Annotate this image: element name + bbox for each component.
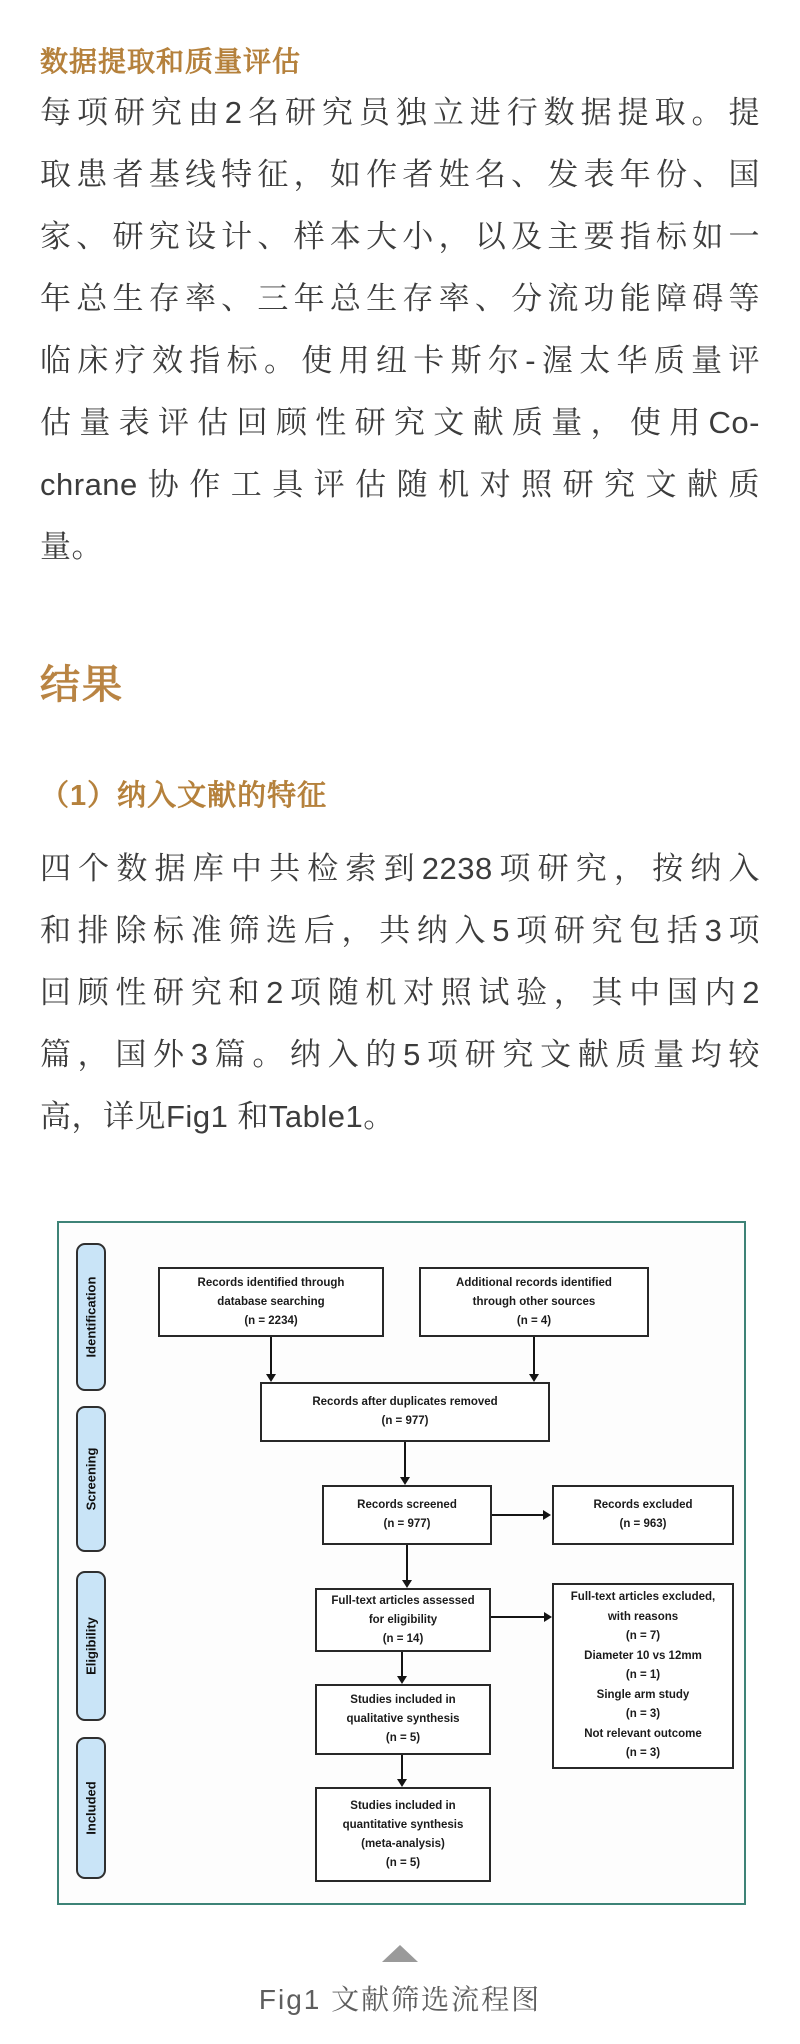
text-line: 高，详见Fig1 和Table1。	[40, 1099, 395, 1134]
stage-label-eligibility-text: Eligibility	[83, 1617, 99, 1675]
text-line: (n = 5)	[385, 1732, 421, 1744]
text-line: 家、研究设计、样本大小，以及主要指标如一	[40, 219, 760, 254]
flow-box-quantitative-synthesis	[315, 1787, 491, 1882]
text-line: (n = 977)	[383, 1518, 431, 1530]
text-line: Studies included in	[350, 1694, 456, 1706]
arrow-duplicates-to-screened	[404, 1442, 406, 1478]
text-line: quantitative synthesis	[342, 1818, 464, 1831]
text-line: (n = 2234)	[244, 1314, 298, 1327]
stage-label-identification-text: Identification	[83, 1276, 99, 1358]
text-line: 回顾性研究和2项随机对照试验，其中国内2	[40, 975, 760, 1010]
flow-box-fulltext-assessed	[315, 1588, 491, 1652]
prisma-flow-diagram	[57, 1221, 746, 1905]
text-line: Records identified through	[197, 1276, 345, 1289]
flow-box-additional-records	[419, 1267, 649, 1337]
text-line: for eligibility	[368, 1613, 438, 1626]
text-line: Full-text articles assessed	[331, 1594, 475, 1607]
stage-label-included-text: Included	[83, 1781, 99, 1835]
text-line: with reasons	[607, 1610, 679, 1623]
text-line: (n = 4)	[516, 1314, 552, 1327]
section-heading-results: 结果	[40, 662, 124, 707]
arrow-assessed-to-fulltext-excluded	[491, 1616, 545, 1618]
stage-label-screening-text: Screening	[83, 1447, 99, 1511]
text-line: Full-text articles excluded,	[570, 1591, 716, 1604]
text-line: 临床疗效指标。使用纽卡斯尔-渥太华质量评	[40, 343, 760, 378]
text-line: Diameter 10 vs 12mm	[584, 1649, 702, 1662]
text-line: (n = 14)	[382, 1632, 424, 1645]
flow-box-records-identified	[158, 1267, 384, 1337]
arrow-identified-to-duplicates	[270, 1337, 272, 1375]
text-line: 每项研究由2名研究员独立进行数据提取。提	[40, 95, 760, 130]
subsection-heading-included-studies: （1）纳入文献的特征	[40, 780, 328, 812]
text-line: 四个数据库中共检索到2238项研究，按纳入	[40, 851, 760, 886]
text-line: (n = 3)	[625, 1747, 661, 1760]
text-line: 和排除标准筛选后，共纳入5项研究包括3项	[40, 913, 760, 948]
arrow-screened-to-assessed	[406, 1545, 408, 1581]
stage-label-screening	[76, 1406, 106, 1552]
paragraph-data-extraction	[40, 82, 760, 578]
stage-label-eligibility	[76, 1571, 106, 1721]
text-line: (n = 1)	[625, 1669, 661, 1682]
text-line: database searching	[217, 1295, 325, 1308]
text-line: Single arm study	[596, 1688, 690, 1701]
text-line: 年总生存率、三年总生存率、分流功能障碍等	[40, 281, 760, 316]
text-line: qualitative synthesis	[346, 1713, 460, 1725]
arrow-screened-to-excluded	[492, 1514, 544, 1516]
text-line: (n = 3)	[625, 1708, 661, 1721]
flow-box-records-screened	[322, 1485, 492, 1545]
figure-caption: Fig1 文献筛选流程图	[258, 1984, 542, 2015]
text-line: Additional records identified	[456, 1276, 612, 1289]
collapse-arrow-icon[interactable]	[382, 1945, 418, 1962]
text-line: chrane协作工具评估随机对照研究文献质	[40, 467, 760, 502]
flow-box-duplicates-removed	[260, 1382, 550, 1442]
stage-label-identification	[76, 1243, 106, 1391]
text-line: Studies included in	[350, 1799, 456, 1812]
text-line: (n = 7)	[625, 1630, 661, 1643]
text-line: (n = 963)	[619, 1518, 667, 1530]
flow-box-qualitative-synthesis	[315, 1684, 491, 1755]
arrow-additional-to-duplicates	[533, 1337, 535, 1375]
text-line: Records screened	[357, 1499, 457, 1511]
text-line: 量。	[40, 529, 103, 564]
text-line: through other sources	[472, 1295, 596, 1308]
section-heading-data-extraction: 数据提取和质量评估	[40, 46, 302, 77]
arrow-qualitative-to-quantitative	[401, 1755, 403, 1780]
text-line: (meta-analysis)	[361, 1837, 445, 1850]
text-line: (n = 977)	[381, 1415, 429, 1427]
text-line: 取患者基线特征，如作者姓名、发表年份、国	[40, 157, 760, 192]
stage-label-included	[76, 1737, 106, 1879]
text-line: Records excluded	[593, 1499, 693, 1511]
arrow-assessed-to-qualitative	[401, 1652, 403, 1677]
paragraph-search-results	[40, 838, 760, 1148]
flow-box-fulltext-excluded	[552, 1583, 734, 1769]
flow-box-records-excluded	[552, 1485, 734, 1545]
text-line: 估量表评估回顾性研究文献质量，使用Co-	[40, 405, 760, 440]
text-line: Not relevant outcome	[584, 1727, 702, 1740]
text-line: 篇，国外3篇。纳入的5项研究文献质量均较	[40, 1037, 760, 1072]
text-line: (n = 5)	[385, 1856, 421, 1869]
text-line: Records after duplicates removed	[312, 1396, 498, 1408]
